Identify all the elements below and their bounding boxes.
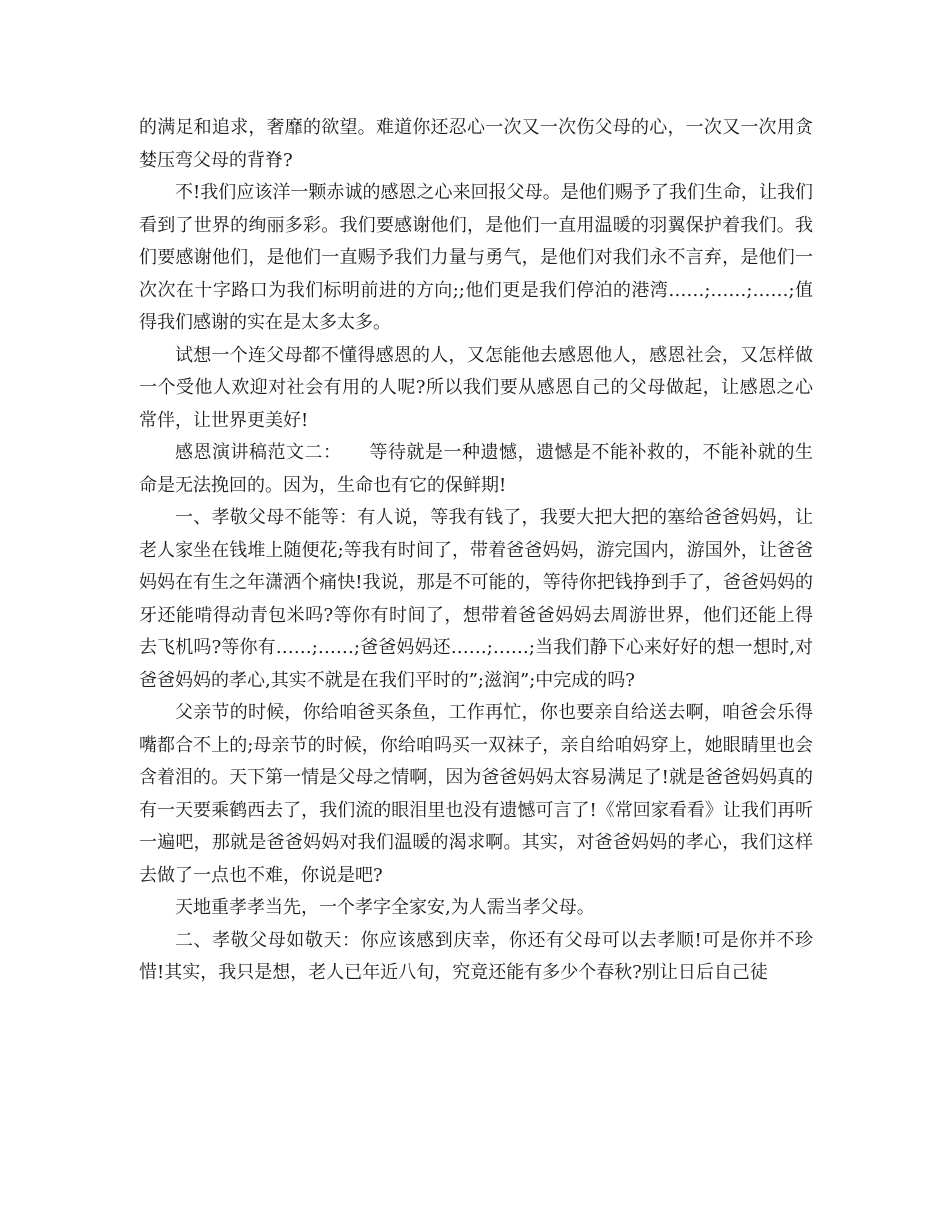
paragraph-7: 天地重孝孝当先，一个孝字全家安,为人需当孝父母。	[175, 897, 595, 918]
paragraph-8: 二、孝敬父母如敬天：你应该感到庆幸，你还有父母可以去孝顺!可是你并不珍惜!其实，我只是想，老人已年近八旬，究竟还能有多少个春秋?别让日后自己徒	[139, 929, 813, 983]
paragraph-6: 父亲节的时候，你给咱爸买条鱼，工作再忙，你也要亲自给送去啊，咱爸会乐得嘴都合不上的;母亲节的时候，你给咱吗买一双袜子，亲自给咱妈穿上，她眼睛里也会含着泪的。天下第一情是父母之情啊，因为爸爸妈妈太容易满足了!就是爸爸妈妈真的有一天要乘鹤西去了，我们流的眼泪里也没有遗憾可言了!《常回家看看》让我们再听一遍吧，那就是爸爸妈妈对我们温暖的渴求啊。其实，对爸爸妈妈的孝心，我们这样去做了一点也不难，你说是吧?	[139, 702, 813, 886]
paragraph-3: 试想一个连父母都不懂得感恩的人，又怎能他去感恩他人，感恩社会，又怎样做一个受他人欢迎对社会有用的人呢?所以我们要从感恩自己的父母做起，让感恩之心常伴，让世界更美好!	[139, 344, 813, 431]
paragraph-2: 不!我们应该洋一颗赤诚的感恩之心来回报父母。是他们赐予了我们生命，让我们看到了世界的绚丽多彩。我们要感谢他们，是他们一直用温暖的羽翼保护着我们。我们要感谢他们，是他们一直赐予我们力量与勇气，是他们对我们永不言弃，是他们一次次在十字路口为我们标明前进的方向;;他们更是我们停泊的港湾……;……;……;值得我们感谢的实在是太多太多。	[139, 182, 813, 333]
document-body	[139, 112, 813, 990]
paragraph-1: 的满足和追求，奢靡的欲望。难道你还忍心一次又一次伤父母的心，一次又一次用贪婪压弯父母的背脊?	[139, 117, 813, 171]
paragraph-5: 一、孝敬父母不能等：有人说，等我有钱了，我要大把大把的塞给爸爸妈妈，让老人家坐在钱堆上随便花;等我有时间了，带着爸爸妈妈，游完国内，游国外，让爸爸妈妈在有生之年潇洒个痛快!我说，那是不可能的，等待你把钱挣到手了，爸爸妈妈的牙还能啃得动青包米吗?等你有时间了，想带着爸爸妈妈去周游世界，他们还能上得去飞机吗?等你有……;……;爸爸妈妈还……;……;当我们静下心来好好的想一想时,对爸爸妈妈的孝心,其实不就是在我们平时的”;滋润”;中完成的吗?	[139, 507, 813, 691]
paragraph-4: 感恩演讲稿范文二： 等待就是一种遗憾，遗憾是不能补救的，不能补就的生命是无法挽回的。因为，生命也有它的保鲜期!	[139, 442, 813, 496]
